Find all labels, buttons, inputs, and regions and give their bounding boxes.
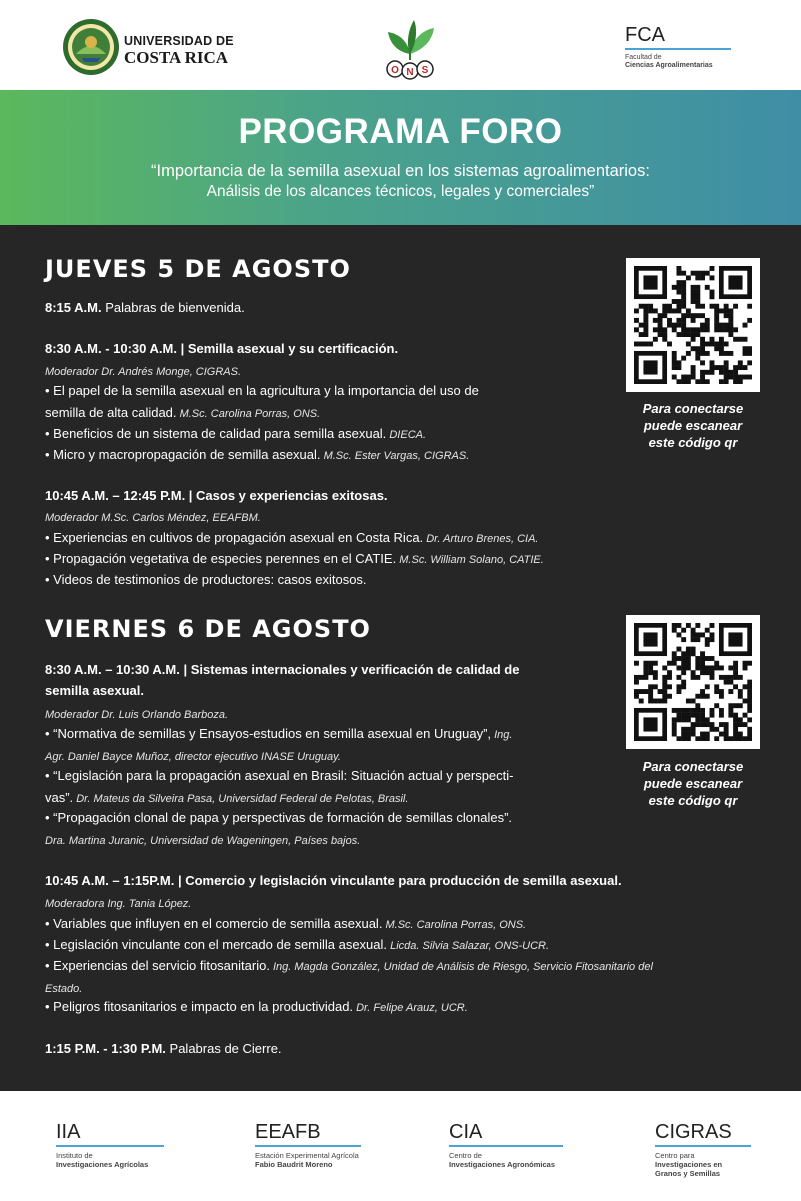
schedule-line xyxy=(45,297,245,318)
eeafb-rule xyxy=(255,1145,361,1147)
cigras-rule xyxy=(655,1145,751,1147)
speaker-credit: M.Sc. Carolina Porras, ONS. xyxy=(382,919,527,931)
speaker-credit: Dr. Arturo Brenes, CIA. xyxy=(423,533,539,545)
iia-rule xyxy=(56,1145,164,1147)
speaker-credit: Moderador Dr. Andrés Monge, CIGRAS. xyxy=(45,366,242,378)
speaker-credit: DIECA. xyxy=(386,429,427,441)
qr-code-icon xyxy=(634,623,752,741)
schedule-text: • Legislación vinculante con el mercado de semilla asexual. xyxy=(45,937,388,952)
day1-heading: JUEVES 5 DE AGOSTO xyxy=(45,255,351,283)
schedule-text: Palabras de Cierre. xyxy=(165,1041,282,1056)
speaker-credit: Dr. Felipe Arauz, UCR. xyxy=(353,1002,468,1014)
qr-caption-line: este código qr xyxy=(648,435,738,450)
schedule-line xyxy=(45,527,538,550)
cia-rule xyxy=(449,1145,563,1147)
cigras-logo xyxy=(655,1121,751,1178)
eeafb-line2: Fabio Baudrit Moreno xyxy=(255,1160,333,1169)
schedule-line xyxy=(45,680,144,701)
schedule-text: • El papel de la semilla asexual en la agricultura y la importancia del uso de xyxy=(45,383,479,398)
schedule-line xyxy=(45,569,367,590)
schedule-text: • Variables que influyen en el comercio de semilla asexual. xyxy=(45,916,383,931)
ucr-logo xyxy=(62,18,232,78)
cigras-abbr: CIGRAS xyxy=(655,1121,732,1143)
schedule-time: 8:30 A.M. - 10:30 A.M. | Semilla asexual y su certificación. xyxy=(45,341,399,356)
iia-abbr: IIA xyxy=(56,1121,81,1143)
schedule-text: vas”. xyxy=(45,790,74,805)
fca-abbr: FCA xyxy=(625,24,665,46)
iia-line1: Instituto de xyxy=(56,1151,93,1160)
schedule-text: • Beneficios de un sistema de calidad para semilla asexual. xyxy=(45,426,387,441)
eeafb-line1: Estación Experimental Agrícola xyxy=(255,1151,359,1160)
schedule-line xyxy=(45,829,360,852)
eeafb-abbr: EEAFB xyxy=(255,1121,321,1143)
schedule-time: 10:45 A.M. – 12:45 P.M. | Casos y experiencias exitosas. xyxy=(45,488,388,503)
schedule-line xyxy=(45,423,426,446)
day1-qr-code[interactable] xyxy=(626,258,760,392)
schedule-line xyxy=(45,807,512,828)
ucr-seal-icon xyxy=(62,18,120,76)
iia-line2: Investigaciones Agrícolas xyxy=(56,1160,149,1169)
schedule-line xyxy=(45,444,469,467)
schedule-text: • “Propagación clonal de papa y perspectivas de formación de semillas clonales”. xyxy=(45,810,513,825)
schedule-line xyxy=(45,506,261,529)
speaker-credit: Dra. Martina Juranic, Universidad de Wageningen, Países bajos. xyxy=(45,835,361,847)
fca-rule xyxy=(625,48,731,50)
qr-caption-line: Para conectarse xyxy=(642,401,744,416)
speaker-credit: Estado. xyxy=(45,983,83,995)
speaker-credit: Dr. Mateus da Silveira Pasa, Universidad Federal de Pelotas, Brasil. xyxy=(73,793,409,805)
schedule-line xyxy=(45,659,519,680)
qr-caption-line: puede escanear xyxy=(643,776,743,791)
speaker-credit: Moderadora Ing. Tania López. xyxy=(45,898,192,910)
day2-qr-code[interactable] xyxy=(626,615,760,749)
schedule-time: 10:45 A.M. – 1:15P.M. | Comercio y legislación vinculante para producción de semilla asexual. xyxy=(45,873,622,888)
cigras-line3: Granos y Semillas xyxy=(655,1169,721,1178)
schedule-line xyxy=(45,955,653,978)
schedule-time: 1:15 P.M. - 1:30 P.M. xyxy=(45,1041,166,1056)
schedule-line xyxy=(45,913,526,936)
fca-line1: Facultad de xyxy=(625,54,662,61)
schedule-line xyxy=(45,765,513,786)
speaker-credit: Moderador Dr. Luis Orlando Barboza. xyxy=(45,709,229,721)
schedule-line xyxy=(45,485,388,506)
footer xyxy=(0,1091,801,1201)
eeafb-logo xyxy=(255,1121,361,1169)
day1-qr-caption xyxy=(626,400,760,451)
schedule-line xyxy=(45,1038,282,1059)
schedule-line xyxy=(45,892,191,915)
fca-line2: Ciencias Agroalimentarias xyxy=(625,62,713,69)
speaker-credit: M.Sc. William Solano, CATIE. xyxy=(396,554,544,566)
program-panel xyxy=(0,225,801,1091)
qr-caption-line: este código qr xyxy=(648,793,738,808)
schedule-text: • “Legislación para la propagación asexual en Brasil: Situación actual y perspecti- xyxy=(45,768,514,783)
speaker-credit: M.Sc. Ester Vargas, CIGRAS. xyxy=(320,450,470,462)
speaker-credit: M.Sc. Carolina Porras, ONS. xyxy=(176,408,321,420)
ons-logo-icon xyxy=(382,14,438,80)
schedule-text: • “Normativa de semillas y Ensayos-estudios en semilla asexual en Uruguay”, xyxy=(45,726,492,741)
schedule-text: • Experiencias en cultivos de propagación asexual en Costa Rica. xyxy=(45,530,424,545)
subtitle-line1: “Importancia de la semilla asexual en los sistemas agroalimentarios: xyxy=(151,162,650,180)
header xyxy=(0,0,801,90)
qr-caption-line: puede escanear xyxy=(643,418,743,433)
schedule-line xyxy=(45,338,398,359)
page-title: PROGRAMA FORO xyxy=(238,112,563,151)
cigras-line2: Investigaciones en xyxy=(655,1160,723,1169)
schedule-time: semilla asexual. xyxy=(45,683,145,698)
fca-logo xyxy=(625,24,735,70)
cia-line2: Investigaciones Agronómicas xyxy=(449,1160,556,1169)
ucr-name-line1: UNIVERSIDAD DE xyxy=(124,34,234,48)
schedule-text: • Peligros fitosanitarios e impacto en la productividad. xyxy=(45,999,354,1014)
speaker-credit: Ing. xyxy=(491,729,513,741)
schedule-text: • Experiencias del servicio fitosanitario. xyxy=(45,958,270,973)
cia-line1: Centro de xyxy=(449,1151,482,1160)
schedule-line xyxy=(45,996,468,1019)
schedule-text: semilla de alta calidad. xyxy=(45,405,177,420)
cia-abbr: CIA xyxy=(449,1121,483,1143)
speaker-credit: Agr. Daniel Bayce Muñoz, director ejecutivo INASE Uruguay. xyxy=(45,751,341,763)
schedule-line xyxy=(45,870,622,891)
schedule-line xyxy=(45,380,479,401)
schedule-text: • Propagación vegetativa de especies perennes en el CATIE. xyxy=(45,551,397,566)
schedule-time: 8:30 A.M. – 10:30 A.M. | Sistemas internacionales y verificación de calidad de xyxy=(45,662,520,677)
title-banner xyxy=(0,90,801,225)
subtitle-line2: Análisis de los alcances técnicos, legales y comerciales” xyxy=(206,183,595,200)
cigras-line1: Centro para xyxy=(655,1151,695,1160)
svg-text:O: O xyxy=(391,65,399,76)
svg-text:N: N xyxy=(406,67,414,78)
day2-heading: VIERNES 6 DE AGOSTO xyxy=(45,615,371,643)
schedule-line xyxy=(45,402,320,425)
qr-caption-line: Para conectarse xyxy=(642,759,744,774)
schedule-line xyxy=(45,934,549,957)
schedule-text: Palabras de bienvenida. xyxy=(101,300,245,315)
iia-logo xyxy=(56,1121,164,1169)
schedule-text: • Videos de testimonios de productores: casos exitosos. xyxy=(45,572,367,587)
day2-qr-caption xyxy=(626,758,760,809)
ucr-name-line2: COSTA RICA xyxy=(124,48,229,67)
cia-logo xyxy=(449,1121,563,1169)
svg-text:S: S xyxy=(421,65,429,76)
schedule-time: 8:15 A.M. xyxy=(45,300,102,315)
speaker-credit: Licda. Silvia Salazar, ONS-UCR. xyxy=(387,940,550,952)
schedule-line xyxy=(45,548,544,571)
speaker-credit: Ing. Magda González, Unidad de Análisis de Riesgo, Servicio Fitosanitario del xyxy=(269,961,653,973)
schedule-line xyxy=(45,723,512,746)
schedule-text: • Micro y macropropagación de semilla asexual. xyxy=(45,447,321,462)
qr-code-icon xyxy=(634,266,752,384)
speaker-credit: Moderador M.Sc. Carlos Méndez, EEAFBM. xyxy=(45,512,261,524)
